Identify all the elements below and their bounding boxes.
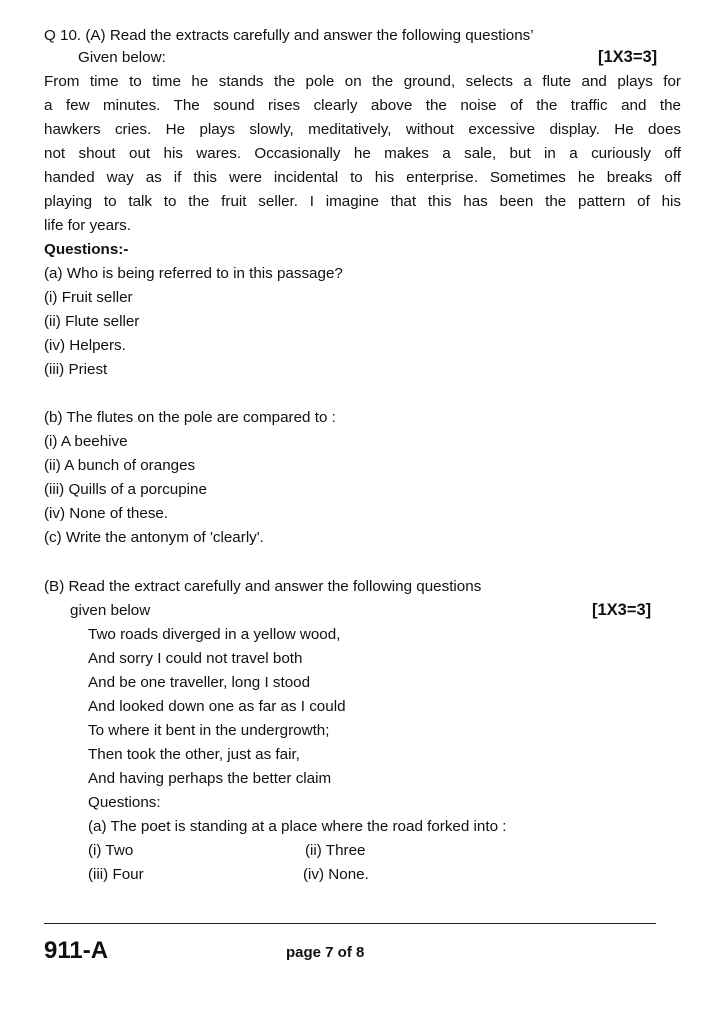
given-below-label: Given below: bbox=[78, 49, 166, 66]
option: (i) Fruit seller bbox=[44, 289, 133, 306]
question-c: (c) Write the antonym of 'clearly'. bbox=[44, 529, 264, 546]
passage-line: playing to talk to the fruit seller. I imagine that this has been the pattern of his bbox=[44, 193, 681, 210]
marks-label-b: [1X3=3] bbox=[592, 601, 652, 619]
poem-line: Two roads diverged in a yellow wood, bbox=[88, 626, 341, 643]
question-a: (a) Who is being referred to in this passage? bbox=[44, 265, 343, 282]
passage-line: not shout out his wares. Occasionally he makes a sale, but in a curiously off bbox=[44, 145, 681, 162]
option: (ii) Three bbox=[305, 842, 366, 859]
passage-line: handed way as if this were incidental to his enterprise. Sometimes he breaks off bbox=[44, 169, 681, 186]
option: (iii) Four bbox=[88, 866, 144, 883]
option: (iv) None. bbox=[303, 866, 369, 883]
question-10-title: Q 10. (A) Read the extracts carefully and answer the following questions’ bbox=[44, 27, 534, 44]
poem-line: To where it bent in the undergrowth; bbox=[88, 722, 330, 739]
question-b-a: (a) The poet is standing at a place where the road forked into : bbox=[88, 818, 507, 835]
poem-line: And sorry I could not travel both bbox=[88, 650, 303, 667]
footer-divider bbox=[44, 923, 656, 924]
poem-line: Then took the other, just as fair, bbox=[88, 746, 300, 763]
passage-line: life for years. bbox=[44, 217, 131, 234]
passage-line: From time to time he stands the pole on the ground, selects a flute and plays for bbox=[44, 73, 681, 90]
option: (iii) Priest bbox=[44, 361, 108, 378]
poem-line: And having perhaps the better claim bbox=[88, 770, 332, 787]
option: (ii) Flute seller bbox=[44, 313, 140, 330]
option: (i) A beehive bbox=[44, 433, 128, 450]
page-number: page 7 of 8 bbox=[286, 944, 365, 961]
poem-line: And be one traveller, long I stood bbox=[88, 674, 311, 691]
option: (iii) Quills of a porcupine bbox=[44, 481, 207, 498]
option: (iv) None of these. bbox=[44, 505, 169, 522]
passage-line: hawkers cries. He plays slowly, meditatively, without excessive display. He does bbox=[44, 121, 681, 138]
questions-heading-a: Questions:- bbox=[44, 241, 129, 258]
part-b-title: (B) Read the extract carefully and answer the following questions bbox=[44, 578, 482, 595]
paper-code: 911-A bbox=[44, 937, 109, 964]
option: (iv) Helpers. bbox=[44, 337, 126, 354]
option: (i) Two bbox=[88, 842, 134, 859]
question-b: (b) The flutes on the pole are compared to : bbox=[44, 409, 336, 426]
given-below-label-b: given below bbox=[70, 602, 151, 619]
option: (ii) A bunch of oranges bbox=[44, 457, 196, 474]
marks-label-a: [1X3=3] bbox=[598, 48, 658, 66]
questions-heading-b: Questions: bbox=[88, 794, 161, 811]
poem-line: And looked down one as far as I could bbox=[88, 698, 346, 715]
passage-line: a few minutes. The sound rises clearly above the noise of the traffic and the bbox=[44, 97, 681, 114]
